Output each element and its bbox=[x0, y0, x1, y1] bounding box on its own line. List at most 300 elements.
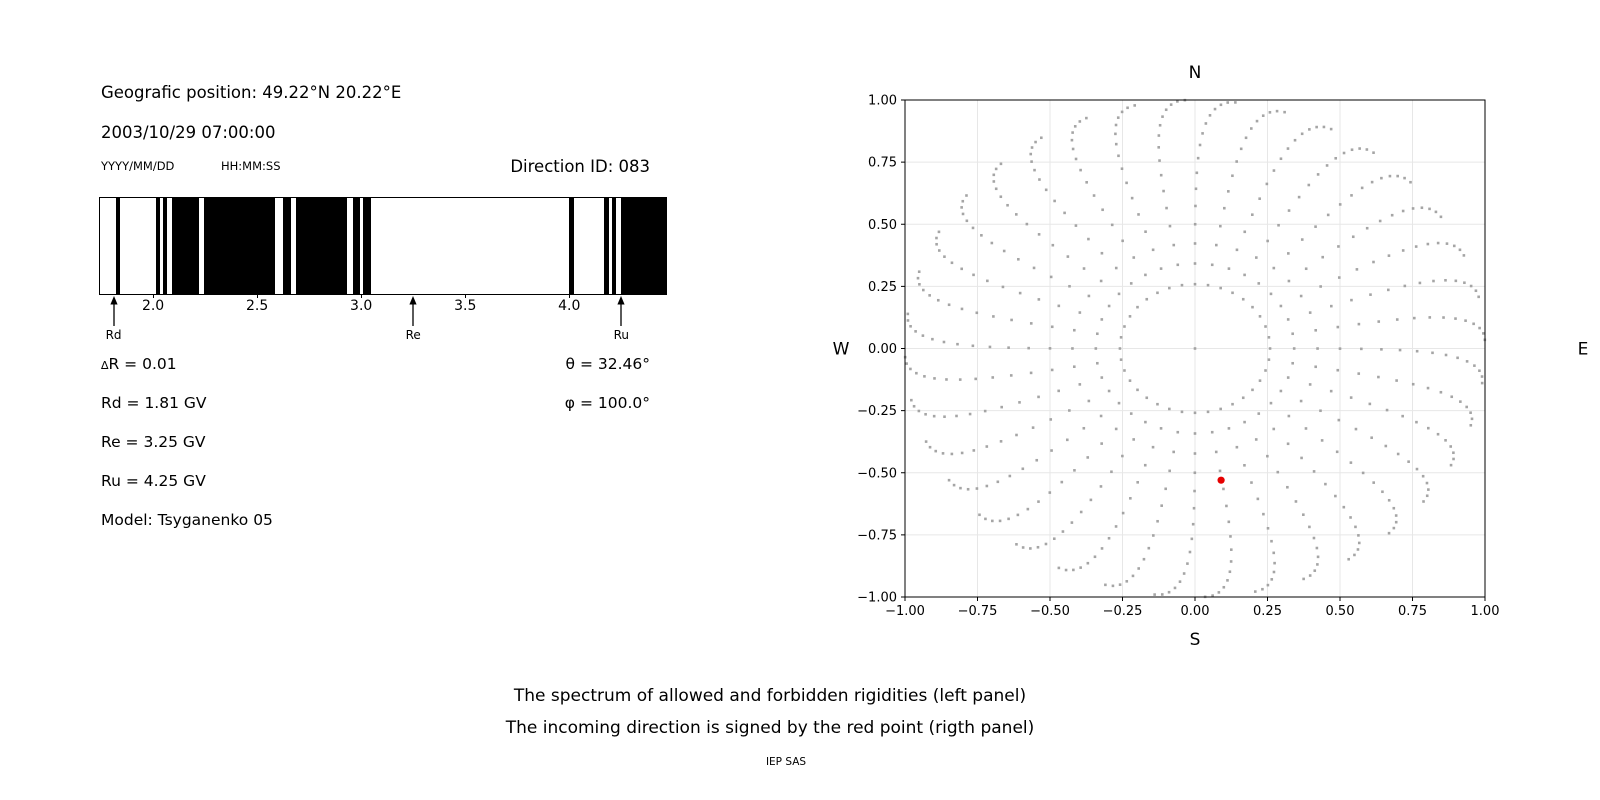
scatter-dot bbox=[1211, 431, 1214, 434]
scatter-dot bbox=[1191, 538, 1194, 541]
red-point bbox=[1218, 477, 1225, 484]
scatter-dot bbox=[1101, 208, 1104, 211]
scatter-dot bbox=[1145, 396, 1148, 399]
scatter-dot bbox=[1192, 523, 1195, 526]
scatter-dot bbox=[1243, 230, 1246, 233]
scatter-dot bbox=[1034, 141, 1037, 144]
scatter-dot bbox=[1428, 316, 1431, 319]
scatter-dot bbox=[1189, 551, 1192, 554]
scatter-dot bbox=[1199, 144, 1202, 147]
scatter-dot bbox=[1219, 287, 1222, 290]
scatter-dot bbox=[1194, 205, 1197, 208]
x-tick-label: 2.5 bbox=[246, 298, 269, 314]
scatter-dot bbox=[1029, 547, 1032, 550]
scatter-dot bbox=[1088, 295, 1091, 298]
scatter-dot bbox=[1243, 464, 1246, 467]
scatter-dot bbox=[1038, 233, 1041, 236]
forbidden-band bbox=[116, 198, 120, 294]
scatter-dot bbox=[1273, 571, 1276, 574]
scatter-dot bbox=[986, 485, 989, 488]
scatter-dot bbox=[1195, 187, 1198, 190]
param-left-value: Ru = 4.25 GV bbox=[101, 472, 206, 490]
scatter-dot bbox=[1035, 459, 1038, 462]
scatter-dot bbox=[1068, 409, 1071, 412]
scatter-dot bbox=[1068, 285, 1071, 288]
scatter-dot bbox=[1347, 558, 1350, 561]
scatter-dot bbox=[1157, 146, 1160, 149]
scatter-dot bbox=[1015, 434, 1018, 437]
scatter-dot bbox=[1165, 207, 1168, 210]
scatter-dot bbox=[918, 410, 921, 413]
scatter-dot bbox=[1205, 122, 1208, 125]
scatter-dot bbox=[1115, 124, 1118, 127]
scatter-dot bbox=[1262, 114, 1265, 117]
scatter-dot bbox=[1243, 274, 1246, 277]
scatter-dot bbox=[1357, 372, 1360, 375]
scatter-dot bbox=[1412, 207, 1415, 210]
scatter-dot bbox=[1083, 267, 1086, 270]
scatter-dot bbox=[1313, 537, 1316, 540]
scatter-dot bbox=[1010, 319, 1013, 322]
scatter-dot bbox=[1236, 446, 1239, 449]
scatter-dot bbox=[1168, 591, 1171, 594]
scatter-dot bbox=[962, 213, 965, 216]
scatter-dot bbox=[1231, 403, 1234, 406]
scatter-dot bbox=[1129, 315, 1132, 318]
scatter-dot bbox=[1132, 256, 1135, 259]
scatter-dot bbox=[1287, 376, 1290, 379]
scatter-dot bbox=[1033, 267, 1036, 270]
scatter-dot bbox=[1145, 298, 1148, 301]
rigidity-marker-rd bbox=[94, 295, 134, 342]
scatter-dot bbox=[1231, 174, 1234, 177]
scatter-dot bbox=[1018, 401, 1021, 404]
scatter-dot bbox=[1045, 543, 1048, 546]
scatter-dot bbox=[1226, 101, 1229, 104]
scatter-dot bbox=[1015, 543, 1018, 546]
scatter-dot bbox=[1294, 139, 1297, 142]
scatter-dot bbox=[1228, 267, 1231, 270]
scatter-dot bbox=[1369, 403, 1372, 406]
scatter-dot bbox=[1358, 542, 1361, 545]
scatter-dot bbox=[1381, 490, 1384, 493]
scatter-dot bbox=[1287, 318, 1290, 321]
compass-label-north: N bbox=[1188, 63, 1202, 83]
scatter-dot bbox=[1358, 323, 1361, 326]
scatter-dot bbox=[1343, 152, 1346, 155]
scatter-dot bbox=[1270, 578, 1273, 581]
scatter-dot bbox=[1305, 267, 1308, 270]
scatter-dot bbox=[1330, 305, 1333, 308]
scatter-dot bbox=[1197, 157, 1200, 160]
scatter-dot bbox=[1449, 445, 1452, 448]
scatter-dot bbox=[1409, 181, 1412, 184]
scatter-dot bbox=[993, 180, 996, 183]
scatter-dot bbox=[1072, 569, 1075, 572]
scatter-dot bbox=[1386, 409, 1389, 412]
scatter-dot bbox=[1096, 362, 1099, 365]
scatter-dot bbox=[1026, 223, 1029, 226]
scatter-dot bbox=[1355, 428, 1358, 431]
scatter-dot bbox=[1272, 552, 1275, 555]
scatter-dot bbox=[1037, 500, 1040, 503]
scatter-dot bbox=[1470, 285, 1473, 288]
scatter-dot bbox=[1452, 451, 1455, 454]
x-tick-label: 3.0 bbox=[350, 298, 373, 314]
scatter-dot bbox=[935, 237, 938, 240]
scatter-dot bbox=[1095, 347, 1098, 350]
scatter-dot bbox=[923, 375, 926, 378]
scatter-dot bbox=[1131, 197, 1134, 200]
x-tick-label: −0.75 bbox=[957, 604, 998, 619]
scatter-dot bbox=[1000, 163, 1003, 166]
scatter-dot bbox=[961, 308, 964, 311]
scatter-dot bbox=[969, 413, 972, 416]
scatter-dot bbox=[1392, 507, 1395, 510]
scatter-dot bbox=[1440, 216, 1443, 219]
scatter-dot bbox=[1463, 281, 1466, 284]
scatter-dot bbox=[1088, 400, 1091, 403]
scatter-dot bbox=[1316, 347, 1319, 350]
forbidden-band bbox=[363, 198, 370, 294]
scatter-dot bbox=[933, 415, 936, 418]
scatter-dot bbox=[931, 338, 934, 341]
scatter-dot bbox=[966, 219, 969, 222]
scatter-dot bbox=[1194, 471, 1197, 474]
scatter-dot bbox=[1243, 421, 1246, 424]
scatter-dot bbox=[1444, 279, 1447, 282]
scatter-dot bbox=[1079, 120, 1082, 123]
scatter-dot bbox=[1122, 512, 1125, 515]
time-format-label: HH:MM:SS bbox=[221, 159, 281, 173]
scatter-dot bbox=[1137, 213, 1140, 216]
scatter-dot bbox=[1022, 546, 1025, 549]
scatter-dot bbox=[1118, 402, 1121, 405]
scatter-dot bbox=[1214, 108, 1217, 111]
scatter-dot bbox=[995, 168, 998, 171]
scatter-dot bbox=[1319, 409, 1322, 412]
scatter-dot bbox=[938, 231, 941, 234]
scatter-dot bbox=[1161, 115, 1164, 118]
scatter-dot bbox=[1112, 585, 1115, 588]
scatter-dot bbox=[1309, 383, 1312, 386]
scatter-dot bbox=[1258, 197, 1261, 200]
scatter-dot bbox=[1130, 282, 1133, 285]
scatter-dot bbox=[1165, 108, 1168, 111]
scatter-dot bbox=[1388, 499, 1391, 502]
credit-text: IEP SAS bbox=[765, 756, 807, 768]
scatter-dot bbox=[1176, 431, 1179, 434]
scatter-dot bbox=[1172, 244, 1175, 247]
scatter-dot bbox=[1413, 317, 1416, 320]
forbidden-bands-layer bbox=[100, 198, 666, 294]
scatter-dot bbox=[1007, 518, 1010, 521]
scatter-dot bbox=[1152, 446, 1155, 449]
scatter-dot bbox=[1121, 167, 1124, 170]
rigidity-spectrum-plot bbox=[99, 197, 667, 295]
scatter-dot bbox=[1336, 451, 1339, 454]
scatter-dot bbox=[1115, 428, 1118, 431]
x-tick-label: 1.00 bbox=[1470, 604, 1500, 619]
scatter-dot bbox=[918, 270, 921, 273]
scatter-dot bbox=[1454, 317, 1457, 320]
scatter-dot bbox=[1372, 151, 1375, 154]
scatter-dot bbox=[1317, 173, 1320, 176]
scatter-dot bbox=[1090, 499, 1093, 502]
scatter-dot bbox=[1159, 124, 1162, 127]
scatter-dot bbox=[1194, 283, 1197, 286]
scatter-dot bbox=[1453, 245, 1456, 248]
scatter-dot bbox=[905, 362, 908, 365]
scatter-dot bbox=[1262, 513, 1265, 516]
scatter-dot bbox=[1338, 276, 1341, 279]
scatter-dot bbox=[1148, 547, 1151, 550]
datetime-text: 2003/10/29 07:00:00 bbox=[101, 123, 276, 142]
scatter-dot bbox=[937, 299, 940, 302]
scatter-dot bbox=[961, 452, 964, 455]
scatter-dot bbox=[1450, 464, 1453, 467]
scatter-dot bbox=[1234, 101, 1237, 104]
scatter-dot bbox=[1300, 400, 1303, 403]
scatter-dot bbox=[1104, 584, 1107, 587]
scatter-dot bbox=[1062, 530, 1065, 533]
scatter-dot bbox=[1100, 376, 1103, 379]
scatter-dot bbox=[1395, 521, 1398, 524]
scatter-dot bbox=[986, 280, 989, 283]
scatter-dot bbox=[1229, 535, 1232, 538]
y-tick-label: −0.75 bbox=[857, 528, 897, 544]
scatter-dot bbox=[997, 480, 1000, 483]
forbidden-band bbox=[156, 198, 160, 294]
scatter-dot bbox=[1121, 240, 1124, 243]
scatter-dot bbox=[1266, 240, 1269, 243]
scatter-dot bbox=[1049, 347, 1052, 350]
scatter-dot bbox=[1301, 238, 1304, 241]
scatter-dot bbox=[1066, 439, 1069, 442]
scatter-dot bbox=[1481, 382, 1484, 385]
scatter-dot bbox=[1407, 460, 1410, 463]
compass-label-south: S bbox=[1189, 630, 1201, 650]
scatter-dot bbox=[1475, 289, 1478, 292]
scatter-dot bbox=[1228, 521, 1231, 524]
scatter-dot bbox=[1119, 583, 1122, 586]
scatter-dot bbox=[1444, 439, 1447, 442]
scatter-dot bbox=[1300, 457, 1303, 460]
scatter-dot bbox=[1111, 224, 1114, 227]
scatter-dot bbox=[1037, 396, 1040, 399]
scatter-dot bbox=[1267, 584, 1270, 587]
forbidden-band bbox=[172, 198, 199, 294]
scatter-dot bbox=[1250, 481, 1253, 484]
scatter-dot bbox=[1075, 158, 1078, 161]
direction-id-text: Direction ID: 083 bbox=[510, 157, 650, 176]
scatter-dot bbox=[1379, 220, 1382, 223]
scatter-dot bbox=[948, 479, 951, 482]
scatter-dot bbox=[1125, 580, 1128, 583]
scatter-dot bbox=[1164, 488, 1167, 491]
scatter-dot bbox=[1087, 562, 1090, 565]
scatter-dot bbox=[1017, 258, 1020, 261]
scatter-dot bbox=[991, 520, 994, 523]
scatter-dot bbox=[1316, 563, 1319, 566]
scatter-dot bbox=[1445, 354, 1448, 357]
scatter-dot bbox=[1174, 587, 1177, 590]
scatter-dot bbox=[1071, 347, 1074, 350]
scatter-dot bbox=[1321, 439, 1324, 442]
scatter-dot bbox=[1093, 194, 1096, 197]
scatter-dot bbox=[1223, 207, 1226, 210]
scatter-dot bbox=[1427, 243, 1430, 246]
scatter-dot bbox=[1334, 157, 1337, 160]
scatter-dot bbox=[915, 372, 918, 375]
scatter-dot bbox=[1100, 415, 1103, 418]
x-tick-label: −1.00 bbox=[885, 604, 925, 619]
scatter-dot bbox=[914, 330, 917, 333]
scatter-dot bbox=[1269, 347, 1272, 350]
scatter-dot bbox=[1326, 164, 1329, 167]
scatter-dot bbox=[943, 341, 946, 344]
scatter-dot bbox=[1270, 402, 1273, 405]
center-dot bbox=[1194, 347, 1197, 350]
direction-scatter-plot bbox=[810, 55, 1589, 655]
scatter-dot bbox=[1330, 390, 1333, 393]
param-right-value: φ = 100.0° bbox=[564, 394, 650, 412]
scatter-dot bbox=[1315, 126, 1318, 129]
compass-label-west: W bbox=[832, 339, 850, 360]
scatter-dot bbox=[1049, 491, 1052, 494]
scatter-dot bbox=[1426, 494, 1429, 497]
scatter-dot bbox=[1114, 133, 1117, 136]
param-left-value: Model: Tsyganenko 05 bbox=[101, 511, 273, 529]
scatter-dot bbox=[1321, 256, 1324, 259]
scatter-dot bbox=[1137, 567, 1140, 570]
scatter-dot bbox=[1117, 116, 1120, 119]
scatter-dot bbox=[1302, 513, 1305, 516]
scatter-dot bbox=[948, 303, 951, 306]
scatter-dot bbox=[1073, 365, 1076, 368]
scatter-dot bbox=[1040, 136, 1043, 139]
scatter-dot bbox=[1396, 175, 1399, 178]
x-tick-label: −0.50 bbox=[1030, 604, 1070, 619]
scatter-dot bbox=[1169, 225, 1172, 228]
scatter-dot bbox=[1160, 427, 1163, 430]
scatter-dot bbox=[1085, 117, 1088, 120]
scatter-dot bbox=[1119, 347, 1122, 350]
scatter-dot bbox=[1072, 148, 1075, 151]
scatter-dot bbox=[1452, 458, 1455, 461]
scatter-dot bbox=[1050, 276, 1053, 279]
scatter-dot bbox=[1194, 262, 1197, 265]
scatter-dot bbox=[1181, 284, 1184, 287]
scatter-dot bbox=[1108, 305, 1111, 308]
scatter-dot bbox=[1371, 181, 1374, 184]
scatter-dot bbox=[1152, 534, 1155, 537]
scatter-dot bbox=[1337, 326, 1340, 329]
scatter-dot bbox=[1316, 547, 1319, 550]
scatter-dot bbox=[1037, 546, 1040, 549]
scatter-dot bbox=[1353, 554, 1356, 557]
scatter-dot bbox=[1222, 488, 1225, 491]
scatter-dot bbox=[1193, 490, 1196, 493]
scatter-dot bbox=[1431, 352, 1434, 355]
scatter-dot bbox=[1170, 103, 1173, 106]
scatter-dot bbox=[961, 200, 964, 203]
scatter-dot bbox=[1362, 472, 1365, 475]
date-format-label: YYYY/MM/DD bbox=[101, 159, 175, 173]
scatter-dot bbox=[1302, 578, 1305, 581]
scatter-dot bbox=[1194, 452, 1197, 455]
scatter-dot bbox=[1356, 268, 1359, 271]
scatter-dot bbox=[1030, 372, 1033, 375]
scatter-dot bbox=[934, 450, 937, 453]
forbidden-band bbox=[283, 198, 291, 294]
scatter-dot bbox=[1257, 498, 1260, 501]
scatter-dot bbox=[1389, 175, 1392, 178]
scatter-dot bbox=[1257, 282, 1260, 285]
scatter-dot bbox=[1305, 427, 1308, 430]
scatter-dot bbox=[1352, 235, 1355, 238]
scatter-dot bbox=[1132, 575, 1135, 578]
scatter-dot bbox=[1339, 347, 1342, 350]
scatter-dot bbox=[1073, 469, 1076, 472]
scatter-dot bbox=[1358, 147, 1361, 150]
scatter-dot bbox=[938, 249, 941, 252]
scatter-dot bbox=[1172, 451, 1175, 454]
scatter-dot bbox=[974, 378, 977, 381]
forbidden-band bbox=[621, 198, 666, 294]
scatter-dot bbox=[1404, 285, 1407, 288]
scatter-dot bbox=[943, 255, 946, 258]
scatter-dot bbox=[1264, 325, 1267, 328]
y-tick-label: 0.50 bbox=[868, 217, 897, 233]
scatter-dot bbox=[1219, 225, 1222, 228]
scatter-dot bbox=[1298, 196, 1301, 199]
marker-label: Rd bbox=[105, 328, 122, 342]
scatter-dot bbox=[1079, 383, 1082, 386]
scatter-dot bbox=[935, 243, 938, 246]
scatter-dot bbox=[1277, 224, 1280, 227]
scatter-dot bbox=[1115, 267, 1118, 270]
scatter-dot bbox=[1251, 306, 1254, 309]
scatter-dot bbox=[1009, 475, 1012, 478]
scatter-dot bbox=[1465, 406, 1468, 409]
scatter-dot bbox=[1338, 419, 1341, 422]
scatter-dot bbox=[1003, 250, 1006, 253]
scatter-dot bbox=[1442, 316, 1445, 319]
scatter-dot bbox=[1384, 445, 1387, 448]
scatter-dot bbox=[1156, 520, 1159, 523]
scatter-dot bbox=[1350, 299, 1353, 302]
scatter-dot bbox=[1194, 412, 1197, 415]
scatter-dot bbox=[1129, 497, 1132, 500]
y-tick-label: 0.25 bbox=[868, 279, 897, 295]
scatter-dot bbox=[992, 315, 995, 318]
scatter-dot bbox=[1349, 516, 1352, 519]
scatter-dot bbox=[1053, 200, 1056, 203]
scatter-dot bbox=[1377, 376, 1380, 379]
scatter-dot bbox=[1085, 181, 1088, 184]
scatter-dot bbox=[1269, 111, 1272, 114]
scatter-dot bbox=[1270, 293, 1273, 296]
scatter-dot bbox=[1437, 242, 1440, 245]
scatter-dot bbox=[1313, 470, 1316, 473]
scatter-dot bbox=[1186, 562, 1189, 565]
scatter-dot bbox=[1287, 442, 1290, 445]
scatter-dot bbox=[1314, 365, 1317, 368]
scatter-dot bbox=[1366, 148, 1369, 151]
scatter-dot bbox=[1301, 132, 1304, 135]
scatter-dot bbox=[1387, 289, 1390, 292]
